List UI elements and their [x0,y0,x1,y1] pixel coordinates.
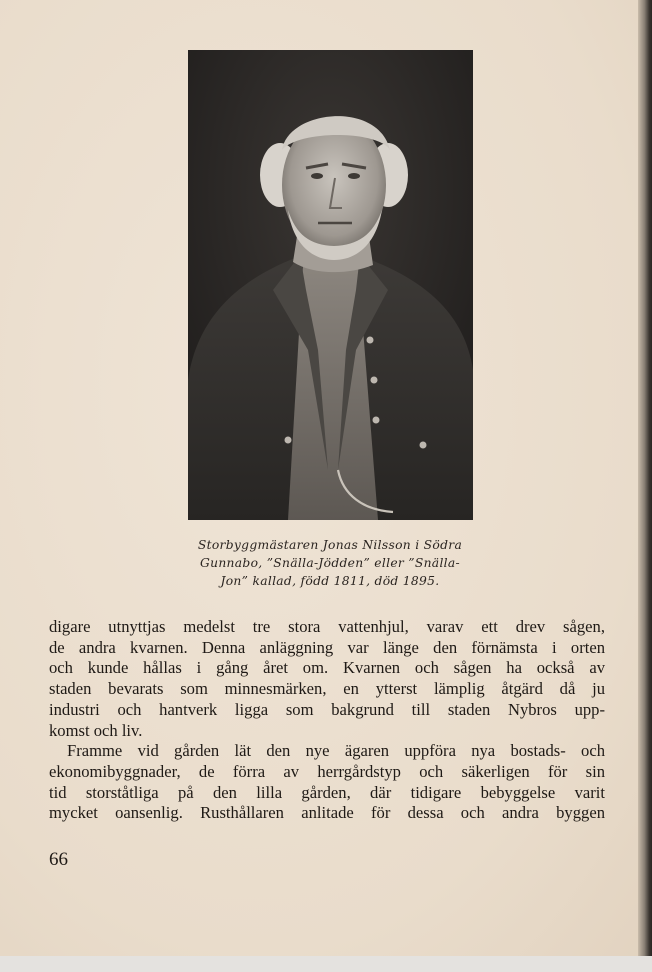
text-line: komst och liv. [49,720,143,740]
portrait-illustration [188,50,473,520]
caption-line: Storbyggmästaren Jonas Nilsson i Södra [197,538,463,552]
text-line: industri och hantverk ligga som bakgrund till staden Nybros upp- [49,699,605,719]
book-spine-shadow [638,0,652,956]
text-line: staden bevarats som minnesmärken, en ytterst lämplig åtgärd då ju [49,679,605,699]
text-line: tid storståtliga på den lilla gården, där tidigare bebyggelse varit [49,782,605,802]
photo-caption [184,536,476,590]
text-line: Framme vid gården lät den nye ägaren uppföra nya bostads- och [67,741,605,761]
text-line: ekonomibyggnader, de förra av herrgårdstyp och säkerligen för sin [49,761,605,781]
text-line: mycket oansenlig. Rusthållaren anlitade för dessa och andra byggen [49,803,605,823]
text-line: och kunde hållas i gång året om. Kvarnen och sågen ha också av [49,658,605,678]
page-number: 66 [49,849,68,870]
text-line: de andra kvarnen. Denna anläggning var länge den förnämsta i orten [49,637,605,657]
text-line: digare utnyttjas medelst tre stora vattenhjul, varav ett drev sågen, [49,617,605,636]
scan-margin [0,956,652,972]
caption-line: Jon” kallad, född 1811, död 1895. [220,574,440,588]
portrait-photo [188,50,473,520]
body-text [49,617,605,824]
caption-line: Gunnabo, ”Snälla-Jödden” eller ”Snälla- [199,556,460,570]
